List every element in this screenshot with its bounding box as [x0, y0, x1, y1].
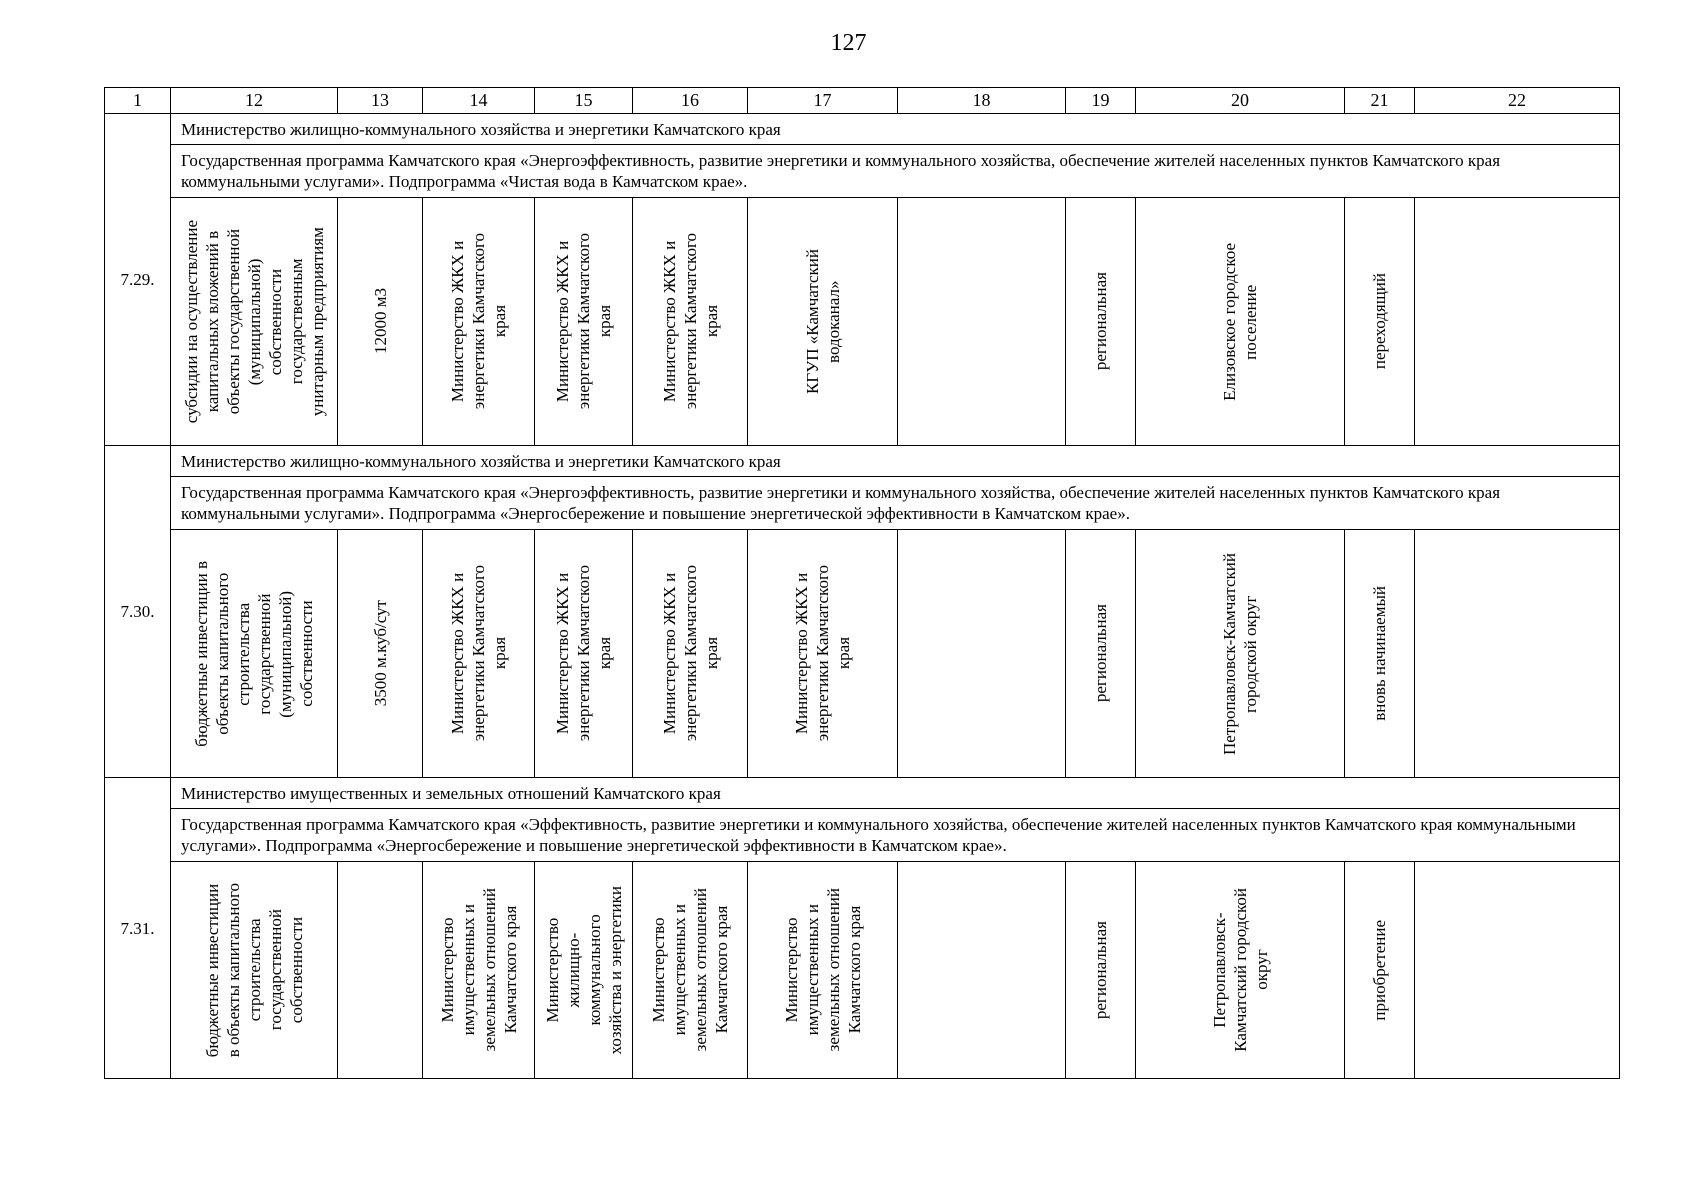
- cell-developer: [748, 198, 898, 446]
- column-header: 15: [535, 88, 633, 114]
- cell-text: 3500 м.куб/сут: [370, 600, 390, 707]
- cell-text: Министерство жилищно- коммунального хозяйства и энергетики: [542, 885, 625, 1055]
- cell-customer: [633, 530, 748, 778]
- cell-text: Министерство ЖКХ и энергетики Камчатского края: [448, 233, 509, 410]
- row-number: 7.30.: [105, 446, 171, 778]
- cell-state-customer: [535, 198, 633, 446]
- column-header: 19: [1066, 88, 1136, 114]
- cell-status: [1345, 530, 1415, 778]
- data-table: [104, 87, 1620, 1079]
- column-header: 21: [1345, 88, 1415, 114]
- page-number: 127: [830, 30, 867, 56]
- cell-text: КГУП «Камчатский водоканал»: [802, 249, 843, 394]
- column-header: 16: [633, 88, 748, 114]
- cell-text: Елизовское городское поселение: [1220, 242, 1260, 401]
- cell-chief-administrator: [423, 198, 535, 446]
- cell-customer: [633, 198, 748, 446]
- cell-text: переходящий: [1370, 273, 1389, 370]
- cell-developer: [748, 530, 898, 778]
- cell-text: Министерство имущественных и земельных отношений Камчатского края: [437, 888, 520, 1052]
- cell-text: 12000 м3: [370, 288, 390, 355]
- cell-text: Министерство ЖКХ и энергетики Камчатского края: [448, 565, 509, 742]
- column-header: 20: [1136, 88, 1345, 114]
- program-name: Государственная программа Камчатского края «Энергоэффективность, развитие энергетики и коммунального хозяйства, обеспечение жителей населенных пунктов Камчатского края коммунальными услугами». Подпрограмма «Энергосбережение и повышение энергетической эффективности в Камчатском крае».: [171, 477, 1620, 530]
- cell-form-of-investment: [171, 530, 338, 778]
- column-number-row: [105, 88, 1620, 114]
- ministry-row: [105, 114, 1620, 145]
- cell-form-of-investment: [171, 862, 338, 1079]
- cell-text: бюджетные инвестиции в объекты капитального строительства государственной (муниципальной) собственности: [192, 560, 316, 747]
- cell-significance: [1066, 862, 1136, 1079]
- cell-text: Министерство ЖКХ и энергетики Камчатского края: [792, 565, 853, 742]
- cell-significance: [1066, 198, 1136, 446]
- cell-text: Петропавловск-Камчатский городской округ: [1220, 552, 1260, 755]
- cell-chief-administrator: [423, 530, 535, 778]
- cell-text: региональная: [1091, 920, 1110, 1020]
- cell-col-22: [1415, 530, 1620, 778]
- program-name: Государственная программа Камчатского края «Энергоэффективность, развитие энергетики и коммунального хозяйства, обеспечение жителей населенных пунктов Камчатского края коммунальными услугами». Подпрограмма «Чистая вода в Камчатском крае».: [171, 145, 1620, 198]
- table-row: [105, 198, 1620, 446]
- cell-text: Министерство ЖКХ и энергетики Камчатского края: [553, 565, 614, 742]
- cell-text: Министерство ЖКХ и энергетики Камчатского края: [659, 565, 721, 742]
- cell-text: бюджетные инвестиции в объекты капитального строительства государственной собственности: [202, 882, 306, 1058]
- program-row: [105, 145, 1620, 198]
- column-header: 13: [338, 88, 423, 114]
- cell-location: [1136, 862, 1345, 1079]
- column-header: 22: [1415, 88, 1620, 114]
- cell-text: Министерство имущественных и земельных отношений Камчатского края: [781, 888, 864, 1052]
- ministry-name: Министерство имущественных и земельных отношений Камчатского края: [171, 778, 1620, 809]
- cell-text: Министерство имущественных и земельных отношений Камчатского края: [649, 888, 731, 1052]
- cell-col-18: [898, 198, 1066, 446]
- cell-location: [1136, 198, 1345, 446]
- program-row: [105, 477, 1620, 530]
- cell-state-customer: [535, 530, 633, 778]
- cell-text: региональная: [1091, 604, 1110, 703]
- cell-col-18: [898, 530, 1066, 778]
- cell-customer: [633, 862, 748, 1079]
- cell-col-22: [1415, 198, 1620, 446]
- program-row: [105, 809, 1620, 862]
- ministry-name: Министерство жилищно-коммунального хозяйства и энергетики Камчатского края: [171, 114, 1620, 145]
- cell-capacity: [338, 198, 423, 446]
- cell-text: субсидии на осуществление капитальных вложений в объекты государственной (муниципальной) собственности государственным унитарным предприятиям: [181, 219, 327, 424]
- cell-location: [1136, 530, 1345, 778]
- cell-text: Петропавловск- Камчатский городской округ: [1209, 888, 1271, 1052]
- cell-status: [1345, 862, 1415, 1079]
- ministry-row: [105, 446, 1620, 477]
- cell-developer: [748, 862, 898, 1079]
- cell-text: региональная: [1091, 272, 1110, 371]
- ministry-row: [105, 778, 1620, 809]
- cell-significance: [1066, 530, 1136, 778]
- column-header: 1: [105, 88, 171, 114]
- cell-state-customer: [535, 862, 633, 1079]
- column-header: 17: [748, 88, 898, 114]
- cell-chief-administrator: [423, 862, 535, 1079]
- program-name: Государственная программа Камчатского края «Эффективность, развитие энергетики и коммунального хозяйства, обеспечение жителей населенных пунктов Камчатского края коммунальными услугами». Подпрограмма «Энергосбережение и повышение энергетической эффективности в Камчатском крае».: [171, 809, 1620, 862]
- cell-col-18: [898, 862, 1066, 1079]
- cell-text: Министерство ЖКХ и энергетики Камчатского края: [659, 233, 721, 410]
- column-header: 18: [898, 88, 1066, 114]
- row-number: 7.31.: [105, 778, 171, 1079]
- cell-text: приобретение: [1370, 919, 1389, 1021]
- table-row: [105, 530, 1620, 778]
- ministry-name: Министерство жилищно-коммунального хозяйства и энергетики Камчатского края: [171, 446, 1620, 477]
- cell-col-22: [1415, 862, 1620, 1079]
- cell-form-of-investment: [171, 198, 338, 446]
- column-header: 14: [423, 88, 535, 114]
- column-header: 12: [171, 88, 338, 114]
- cell-text: Министерство ЖКХ и энергетики Камчатского края: [553, 233, 614, 410]
- cell-text: вновь начинаемый: [1370, 586, 1389, 721]
- cell-status: [1345, 198, 1415, 446]
- cell-capacity: [338, 862, 423, 1079]
- cell-capacity: [338, 530, 423, 778]
- table-row: [105, 862, 1620, 1079]
- row-number: 7.29.: [105, 114, 171, 446]
